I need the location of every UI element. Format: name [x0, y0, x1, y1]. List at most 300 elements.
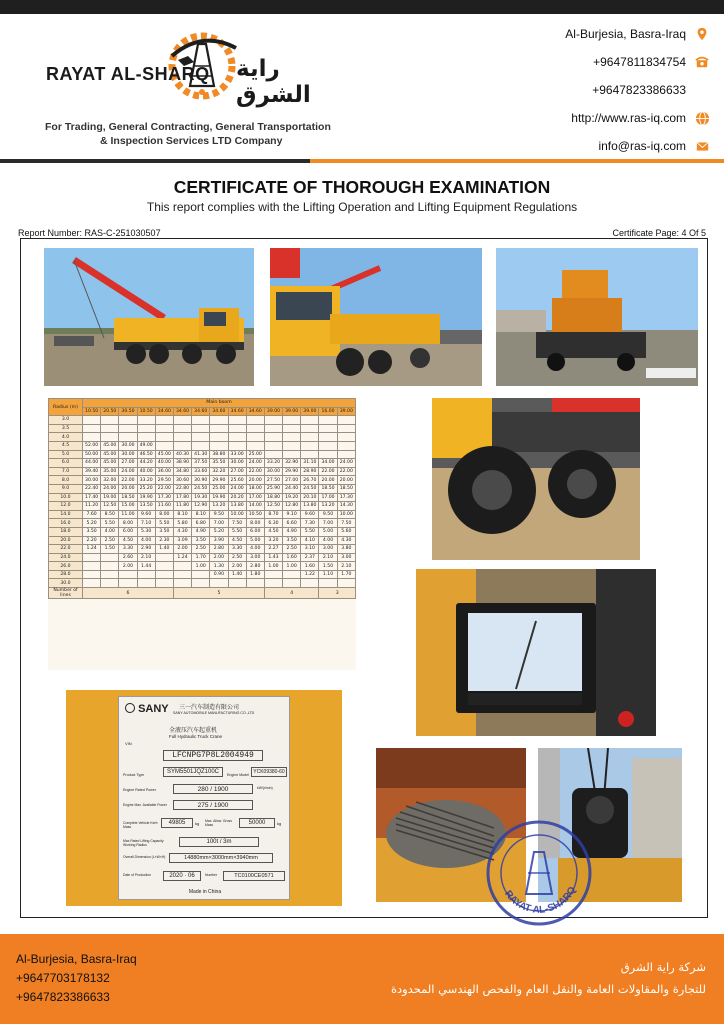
capacity-cell: 6.30: [264, 519, 282, 528]
capacity-cell: 4.90: [192, 527, 210, 536]
capacity-cell: [319, 579, 337, 588]
capacity-cell: 52.00: [83, 441, 101, 450]
capacity-cell: 9.50: [319, 510, 337, 519]
load-chart-row: [49, 570, 356, 579]
nameplate-plate: [118, 696, 290, 900]
load-chart-boom-header: Main boom: [83, 399, 356, 408]
capacity-cell: 1.24: [173, 553, 191, 562]
capacity-cell: 13.80: [228, 502, 246, 511]
capacity-cell: [264, 433, 282, 442]
capacity-cell: 4.00: [101, 527, 119, 536]
capacity-cell: 1.70: [337, 570, 355, 579]
capacity-cell: 22.40: [83, 484, 101, 493]
contact-phone-1: [470, 48, 710, 76]
capacity-cell: 33.20: [264, 459, 282, 468]
logo-name-english: RAYAT AL-SHARQ: [46, 64, 210, 84]
capacity-cell: [192, 441, 210, 450]
capacity-cell: 4.90: [283, 527, 301, 536]
capacity-cell: 2.10: [337, 562, 355, 571]
capacity-cell: 1.43: [264, 553, 282, 562]
photo-lmi-display: [416, 569, 656, 736]
capacity-cell: [246, 424, 264, 433]
capacity-cell: 9.10: [283, 510, 301, 519]
capacity-cell: 3.50: [192, 536, 210, 545]
load-chart-row: [49, 579, 356, 588]
capacity-cell: [192, 570, 210, 579]
document-title: CERTIFICATE OF THOROUGH EXAMINATION: [173, 177, 551, 197]
capacity-cell: [283, 416, 301, 425]
capacity-cell: 7.50: [228, 519, 246, 528]
capacity-cell: [83, 579, 101, 588]
capacity-cell: 20.20: [228, 493, 246, 502]
capacity-cell: 2.10: [319, 553, 337, 562]
boom-length-10: 39.00: [264, 407, 282, 416]
boom-length-14: 39.00: [337, 407, 355, 416]
capacity-cell: [283, 433, 301, 442]
capacity-cell: 10.00: [337, 510, 355, 519]
load-chart-row: [49, 553, 356, 562]
capacity-cell: 25.60: [228, 476, 246, 485]
capacity-cell: 5.00: [246, 536, 264, 545]
radius-cell: 5.0: [49, 450, 83, 459]
capacity-cell: [119, 416, 137, 425]
nameplate-vin-label: VIN: [125, 741, 132, 746]
capacity-cell: 5.50: [101, 519, 119, 528]
capacity-cell: 30.60: [173, 476, 191, 485]
capacity-cell: 3.00: [337, 553, 355, 562]
boom-length-8: 34.60: [228, 407, 246, 416]
capacity-cell: [173, 433, 191, 442]
capacity-cell: 1.22: [301, 570, 319, 579]
capacity-cell: [83, 424, 101, 433]
contact-address-text: Al-Burjesia, Basra-Iraq: [565, 27, 686, 41]
contact-website-link[interactable]: http://www.ras-iq.com: [571, 111, 686, 125]
capacity-cell: [137, 424, 155, 433]
logo-name-arabic: راية الشرق: [236, 56, 311, 108]
capacity-cell: [283, 424, 301, 433]
capacity-cell: 2.00: [119, 562, 137, 571]
capacity-cell: 17.30: [155, 493, 173, 502]
capacity-cell: 8.70: [264, 510, 282, 519]
capacity-cell: 30.00: [119, 441, 137, 450]
company-logo: [40, 20, 350, 155]
contact-phone-1-text[interactable]: +9647811834754: [593, 55, 686, 69]
load-chart-row: [49, 502, 356, 511]
capacity-cell: 1.24: [83, 545, 101, 554]
nameplate-maker-en: SANY AUTOMOBILE MANUFACTURING CO.,LTD: [173, 711, 255, 715]
load-chart-row: [49, 416, 356, 425]
capacity-cell: [246, 579, 264, 588]
capacity-cell: 1.30: [210, 562, 228, 571]
capacity-cell: 2.37: [301, 553, 319, 562]
radius-cell: 3.5: [49, 424, 83, 433]
capacity-cell: 46.50: [137, 450, 155, 459]
radius-cell: 6.0: [49, 459, 83, 468]
radius-cell: 3.0: [49, 416, 83, 425]
nameplate-lifting-capacity: 100t / 3m: [179, 837, 259, 847]
capacity-cell: [319, 424, 337, 433]
sany-logo-icon: [125, 703, 135, 713]
capacity-cell: 24.00: [101, 484, 119, 493]
capacity-cell: 32.20: [210, 467, 228, 476]
boom-length-6: 34.60: [192, 407, 210, 416]
load-chart-row: [49, 467, 356, 476]
lines-label: Number of lines: [49, 588, 83, 599]
capacity-cell: [83, 562, 101, 571]
capacity-cell: [83, 433, 101, 442]
capacity-cell: 3.90: [210, 536, 228, 545]
capacity-cell: [301, 433, 319, 442]
capacity-cell: [173, 416, 191, 425]
capacity-cell: 2.30: [155, 536, 173, 545]
capacity-cell: [319, 441, 337, 450]
capacity-cell: 45.00: [101, 459, 119, 468]
boom-length-0: 10.50: [83, 407, 101, 416]
capacity-cell: 1.10: [319, 570, 337, 579]
boom-length-13: 16.00: [319, 407, 337, 416]
capacity-cell: 2.50: [192, 545, 210, 554]
nameplate-dimension: 14880mm×3000mm×3940mm: [169, 853, 273, 863]
load-chart-row: [49, 484, 356, 493]
capacity-cell: 2.50: [228, 553, 246, 562]
capacity-cell: 8.10: [173, 510, 191, 519]
capacity-cell: 12.80: [283, 502, 301, 511]
capacity-cell: 39.40: [83, 467, 101, 476]
capacity-cell: 34.00: [319, 459, 337, 468]
capacity-cell: [283, 579, 301, 588]
capacity-cell: [192, 579, 210, 588]
capacity-cell: 0.90: [210, 570, 228, 579]
capacity-cell: 33.60: [192, 467, 210, 476]
capacity-cell: 17.30: [337, 493, 355, 502]
capacity-cell: 1.50: [101, 545, 119, 554]
capacity-cell: 1.50: [319, 562, 337, 571]
capacity-cell: 4.30: [337, 536, 355, 545]
capacity-cell: [246, 416, 264, 425]
phone-icon: [694, 54, 710, 70]
capacity-cell: [101, 570, 119, 579]
footer-address: Al-Burjesia, Basra-Iraq: [16, 952, 137, 966]
capacity-cell: [101, 416, 119, 425]
capacity-cell: 24.00: [119, 467, 137, 476]
capacity-cell: [228, 424, 246, 433]
boom-length-2: 30.50: [119, 407, 137, 416]
load-chart-row: [49, 545, 356, 554]
capacity-cell: 31.10: [301, 459, 319, 468]
nameplate-number-label: Number: [205, 873, 218, 877]
logo-tagline-line-2: & Inspection Services LTD Company: [100, 135, 283, 147]
boom-length-5: 34.60: [173, 407, 191, 416]
capacity-cell: 3.30: [119, 545, 137, 554]
top-bar: [0, 0, 724, 14]
capacity-cell: 27.00: [228, 467, 246, 476]
capacity-cell: 1.40: [228, 570, 246, 579]
capacity-cell: [337, 424, 355, 433]
load-chart-row: [49, 527, 356, 536]
capacity-cell: 30.00: [83, 476, 101, 485]
capacity-cell: 1.00: [283, 562, 301, 571]
capacity-cell: 40.30: [173, 450, 191, 459]
globe-icon: [694, 110, 710, 126]
capacity-cell: [83, 553, 101, 562]
nameplate-kerb-mass: 49805: [161, 818, 193, 828]
capacity-cell: 7.00: [210, 519, 228, 528]
nameplate-made-in: Made in China: [188, 889, 222, 895]
contact-email-link[interactable]: info@ras-iq.com: [598, 139, 686, 153]
contact-phone-2-text[interactable]: +9647823386633: [592, 83, 686, 97]
photo-crane-rear-view: [496, 248, 698, 386]
boom-length-9: 34.60: [246, 407, 264, 416]
nameplate-vin: LFCNPG7P8L2004949: [163, 750, 263, 761]
capacity-cell: [155, 570, 173, 579]
capacity-cell: 26.70: [301, 476, 319, 485]
capacity-cell: [228, 441, 246, 450]
load-chart-body: [49, 416, 356, 599]
capacity-cell: [210, 441, 228, 450]
capacity-cell: [264, 416, 282, 425]
contact-phone-2: [470, 76, 710, 104]
radius-cell: 30.0: [49, 579, 83, 588]
capacity-cell: 2.60: [119, 553, 137, 562]
load-chart-row: [49, 536, 356, 545]
capacity-cell: 27.50: [264, 476, 282, 485]
capacity-cell: [319, 433, 337, 442]
capacity-cell: 14.30: [337, 502, 355, 511]
capacity-cell: 34.80: [173, 467, 191, 476]
load-chart-row: [49, 519, 356, 528]
capacity-cell: [119, 433, 137, 442]
nameplate-engine-model-label: Engine Model: [227, 773, 249, 777]
capacity-cell: [319, 450, 337, 459]
radius-cell: 12.0: [49, 502, 83, 511]
capacity-cell: 20.00: [246, 476, 264, 485]
capacity-cell: 14.00: [246, 502, 264, 511]
capacity-cell: [119, 579, 137, 588]
capacity-cell: 5.80: [173, 519, 191, 528]
capacity-cell: 35.00: [101, 467, 119, 476]
capacity-cell: 1.60: [283, 553, 301, 562]
load-chart-grid: [48, 398, 356, 599]
capacity-cell: [173, 579, 191, 588]
capacity-cell: [155, 433, 173, 442]
load-chart-table: [48, 398, 356, 670]
capacity-cell: [228, 433, 246, 442]
capacity-cell: 4.50: [119, 536, 137, 545]
capacity-cell: 3.09: [173, 536, 191, 545]
capacity-cell: 2.10: [137, 553, 155, 562]
capacity-cell: 30.00: [119, 450, 137, 459]
radius-cell: 26.0: [49, 562, 83, 571]
capacity-cell: 5.50: [301, 527, 319, 536]
capacity-cell: 5.20: [210, 527, 228, 536]
footer-phone-2[interactable]: +9647823386633: [16, 990, 110, 1004]
radius-cell: 28.0: [49, 570, 83, 579]
capacity-cell: 9.60: [137, 510, 155, 519]
capacity-cell: [283, 441, 301, 450]
contact-email: [470, 132, 710, 160]
location-pin-icon: [694, 26, 710, 42]
capacity-cell: 30.00: [228, 459, 246, 468]
capacity-cell: 4.00: [246, 545, 264, 554]
capacity-cell: 17.80: [173, 493, 191, 502]
capacity-cell: [337, 416, 355, 425]
capacity-cell: 25.00: [210, 484, 228, 493]
capacity-cell: 8.00: [119, 519, 137, 528]
capacity-cell: 6.80: [192, 519, 210, 528]
capacity-cell: 4.50: [264, 527, 282, 536]
capacity-cell: 5.30: [137, 527, 155, 536]
lines-count-cell: 6: [83, 588, 174, 599]
capacity-cell: 32.00: [101, 476, 119, 485]
nameplate-max-power: 275 / 1900: [173, 800, 253, 810]
capacity-cell: 1.00: [192, 562, 210, 571]
capacity-cell: 1.60: [301, 562, 319, 571]
capacity-cell: [337, 441, 355, 450]
capacity-cell: 29.90: [210, 476, 228, 485]
capacity-cell: [246, 433, 264, 442]
capacity-cell: [264, 570, 282, 579]
footer-company-name-ar: شركة راية الشرق: [620, 960, 706, 974]
header-divider-dark: [0, 159, 310, 163]
certificate-page-number: Certificate Page: 4 Of 5: [612, 228, 706, 238]
header-divider-orange: [310, 159, 724, 163]
capacity-cell: 19.00: [101, 493, 119, 502]
capacity-cell: 44.00: [83, 459, 101, 468]
capacity-cell: [264, 450, 282, 459]
load-chart-row: [49, 510, 356, 519]
nameplate-brand: SANY: [125, 703, 169, 715]
capacity-cell: [301, 450, 319, 459]
capacity-cell: 22.00: [155, 484, 173, 493]
load-chart-row: [49, 433, 356, 442]
capacity-cell: 1.40: [155, 545, 173, 554]
nameplate-max-power-label: Engine Max. Available Power: [123, 803, 167, 807]
radius-cell: 9.0: [49, 484, 83, 493]
capacity-cell: 1.70: [192, 553, 210, 562]
radius-cell: 18.0: [49, 527, 83, 536]
capacity-cell: 2.00: [210, 553, 228, 562]
lines-count-cell: 5: [173, 588, 264, 599]
capacity-cell: 12.90: [192, 502, 210, 511]
capacity-cell: [119, 570, 137, 579]
load-chart-row: [49, 459, 356, 468]
load-chart-row: [49, 493, 356, 502]
capacity-cell: 45.00: [155, 450, 173, 459]
capacity-cell: 4.10: [301, 536, 319, 545]
capacity-cell: 7.30: [301, 519, 319, 528]
capacity-cell: [137, 416, 155, 425]
capacity-cell: 3.50: [283, 536, 301, 545]
capacity-cell: [119, 424, 137, 433]
load-chart-lines-row: [49, 588, 356, 599]
radius-cell: 4.5: [49, 441, 83, 450]
capacity-cell: 3.10: [301, 545, 319, 554]
capacity-cell: 30.00: [264, 467, 282, 476]
contact-info: [470, 20, 710, 160]
capacity-cell: 35.50: [210, 459, 228, 468]
capacity-cell: 24.50: [192, 484, 210, 493]
capacity-cell: 38.80: [210, 450, 228, 459]
capacity-cell: 27.00: [283, 476, 301, 485]
capacity-cell: 3.50: [155, 527, 173, 536]
nameplate-gross-mass: 50000: [239, 818, 275, 828]
photo-crane-side-view: [44, 248, 254, 386]
capacity-cell: 29.50: [155, 476, 173, 485]
radius-cell: 24.0: [49, 553, 83, 562]
capacity-cell: 36.00: [155, 467, 173, 476]
load-chart-boom-lengths: [49, 407, 356, 416]
report-number: Report Number: RAS-C-251030507: [18, 228, 161, 238]
capacity-cell: 28.90: [301, 467, 319, 476]
radius-cell: 10.0: [49, 493, 83, 502]
envelope-icon: [694, 138, 710, 154]
capacity-cell: [319, 416, 337, 425]
capacity-cell: 44.20: [137, 459, 155, 468]
capacity-cell: 5.60: [337, 527, 355, 536]
load-chart-row: [49, 476, 356, 485]
capacity-cell: 3.30: [228, 545, 246, 554]
capacity-cell: 22.00: [319, 467, 337, 476]
nameplate-kerb-mass-label: Complete Vehicle Kerb Mass: [123, 821, 158, 829]
capacity-cell: [155, 416, 173, 425]
load-chart-radius-header: Radius (m): [49, 399, 83, 416]
capacity-cell: 33.00: [228, 450, 246, 459]
footer: [0, 934, 724, 1024]
nameplate-gross-mass-unit: kg: [277, 821, 282, 826]
footer-company-arabic: [391, 956, 706, 1000]
capacity-cell: 29.90: [283, 467, 301, 476]
lines-count-cell: 3: [319, 588, 356, 599]
nameplate-gross-mass-label: Max. Allow. Gross Mass: [205, 819, 232, 827]
capacity-cell: [301, 441, 319, 450]
capacity-cell: 25.90: [264, 484, 282, 493]
contact-website: [470, 104, 710, 132]
capacity-cell: 8.00: [246, 519, 264, 528]
capacity-cell: 30.90: [192, 476, 210, 485]
capacity-cell: 12.50: [264, 502, 282, 511]
photo-crane-front-view: [270, 248, 482, 386]
capacity-cell: 3.80: [337, 545, 355, 554]
footer-phone-1[interactable]: +9647703178132: [16, 971, 110, 985]
capacity-cell: 7.50: [337, 519, 355, 528]
capacity-cell: 10.00: [228, 510, 246, 519]
boom-length-1: 20.50: [101, 407, 119, 416]
capacity-cell: 17.00: [246, 493, 264, 502]
capacity-cell: [173, 441, 191, 450]
nameplate-maker-cn: 三一汽车制造有限公司: [179, 704, 240, 711]
capacity-cell: 24.00: [337, 459, 355, 468]
capacity-cell: 13.50: [137, 502, 155, 511]
nameplate-date-label: Date of Production: [123, 873, 152, 877]
capacity-cell: 32.90: [283, 459, 301, 468]
capacity-cell: [155, 424, 173, 433]
capacity-cell: 13.80: [301, 502, 319, 511]
capacity-cell: 19.90: [210, 493, 228, 502]
capacity-cell: 22.80: [173, 484, 191, 493]
load-chart-row: [49, 450, 356, 459]
capacity-cell: [173, 570, 191, 579]
capacity-cell: 1.44: [137, 562, 155, 571]
capacity-cell: 18.80: [264, 493, 282, 502]
company-stamp: [484, 818, 594, 928]
capacity-cell: [228, 416, 246, 425]
capacity-cell: 33.20: [137, 476, 155, 485]
boom-length-4: 34.60: [155, 407, 173, 416]
capacity-cell: 6.00: [119, 527, 137, 536]
radius-cell: 7.0: [49, 467, 83, 476]
capacity-cell: [283, 450, 301, 459]
capacity-cell: 6.60: [283, 519, 301, 528]
